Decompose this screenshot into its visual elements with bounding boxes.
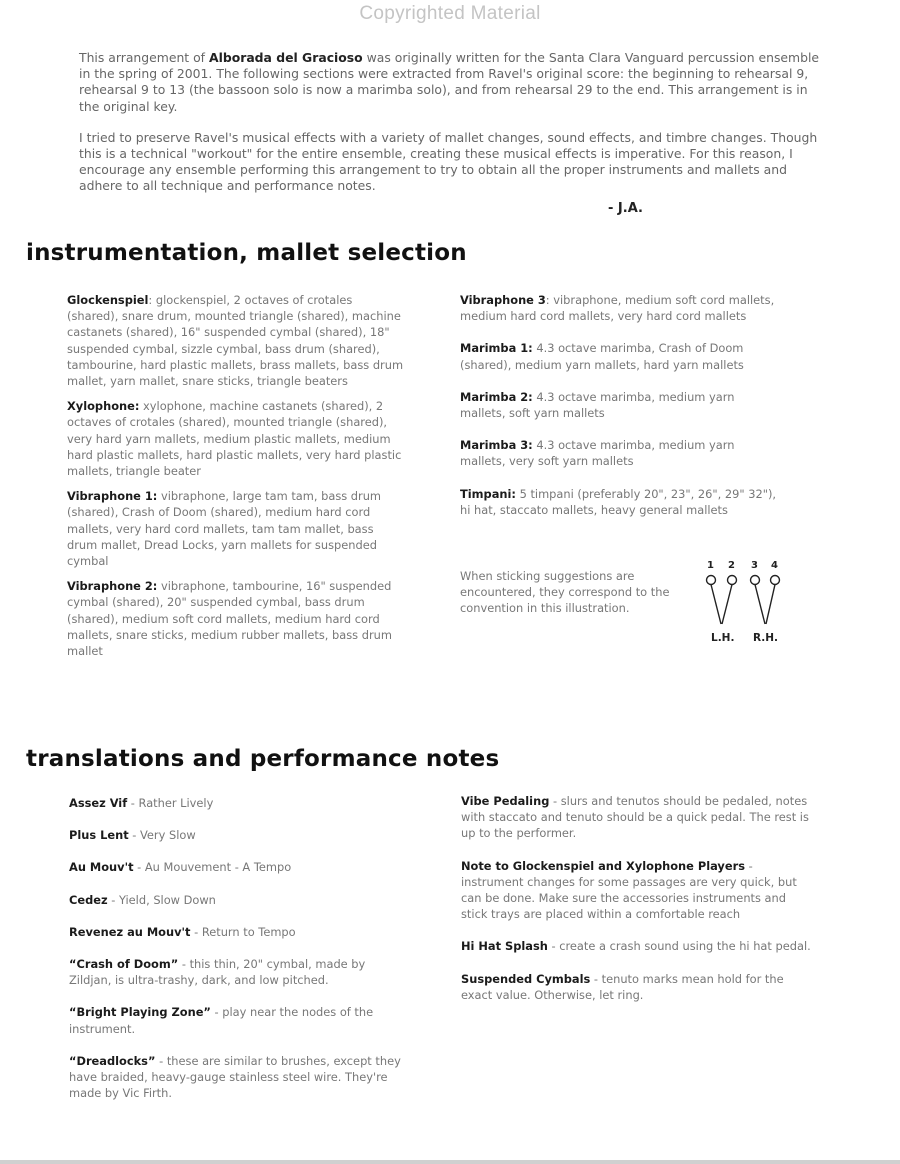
left-hand-label: L.H. <box>711 632 735 644</box>
instrument-entry: Vibraphone 2: vibraphone, tambourine, 16" suspended cymbal (shared), 20" suspended cymbal, bass drum (shared), medium soft cord mallets, medium hard cord mallets, snare sticks, medium rubber mallets, bass drum mallet <box>67 579 392 659</box>
performance-note: Note to Glockenspiel and Xylophone Players - instrument changes for some passages are very quick, but can be done. Make sure the accessories instruments and stick trays are placed within a comfortable reach <box>461 858 797 922</box>
translation-entry: Plus Lent - Very Slow <box>69 828 196 843</box>
translation-entry: “Bright Playing Zone” - play near the nodes of the instrument. <box>69 1005 374 1036</box>
mallet-shaft <box>711 585 721 625</box>
mallet-head-icon <box>707 576 716 585</box>
translation-entry: Assez Vif - Rather Lively <box>69 796 214 810</box>
translations-heading: translations and performance notes <box>26 746 500 772</box>
instrumentation-right-column <box>460 292 780 518</box>
instrument-entry: Vibraphone 3: vibraphone, medium soft cord mallets, medium hard cord mallets, very hard cord mallets <box>460 293 775 324</box>
instrumentation-heading: instrumentation, mallet selection <box>26 240 467 266</box>
translation-entry: “Crash of Doom” - this thin, 20" cymbal, made by Zildjan, is ultra-trashy, dark, and low pitched. <box>69 957 366 988</box>
translations-left-column <box>69 795 409 1101</box>
mallet-shaft <box>766 585 775 625</box>
instrument-entry: Marimba 2: 4.3 octave marimba, medium yarn mallets, soft yarn mallets <box>460 389 735 421</box>
instrument-entry: Glockenspiel: glockenspiel, 2 octaves of crotales (shared), snare drum, mounted triangle (shared), machine castanets (shared), 16" suspended cymbal (shared), 18" suspended cymbal, sizzle cymbal, bass drum (shared), tambourine, hard plastic mallets, brass mallets, bass drum mallet, yarn mallet, snare sticks, triangle beaters <box>67 293 404 389</box>
instrument-entry: Vibraphone 1: vibraphone, large tam tam, bass drum (shared), Crash of Doom (shared), medium hard cord mallets, very hard cord mallets, tam tam mallet, bass drum mallet, Dread Locks, yarn mallets for suspended cymbal <box>67 489 382 569</box>
sticking-illustration <box>700 560 790 650</box>
author-signature: - J.A. <box>608 201 643 216</box>
mallet-shaft <box>722 585 732 625</box>
instrument-entry: Marimba 1: 4.3 octave marimba, Crash of Doom (shared), medium yarn mallets, hard yarn mallets <box>460 341 744 372</box>
translations-right-column <box>461 793 811 1003</box>
sticking-note: When sticking suggestions are encountered, they correspond to the convention in this illustration. <box>460 569 670 616</box>
page-bottom-divider <box>0 1160 900 1164</box>
intro-text <box>79 50 824 210</box>
mallet-number: 1 <box>707 560 714 571</box>
instrument-entry: Marimba 3: 4.3 octave marimba, medium yarn mallets, very soft yarn mallets <box>460 438 735 469</box>
instrumentation-left-column <box>67 292 407 659</box>
mallet-head-icon <box>751 576 760 585</box>
mallet-head-icon <box>771 576 780 585</box>
translation-entry: Revenez au Mouv't - Return to Tempo <box>69 924 296 939</box>
translation-entry: Cedez - Yield, Slow Down <box>69 892 216 907</box>
copyright-watermark: Copyrighted Material <box>359 3 541 24</box>
mallet-number: 2 <box>728 560 735 571</box>
translation-entry: “Dreadlocks” - these are similar to brushes, except they have braided, heavy-gauge stainless steel wire. They're made by Vic Firth. <box>69 1053 401 1101</box>
performance-note: Suspended Cymbals - tenuto marks mean hold for the exact value. Otherwise, let ring. <box>461 971 784 1002</box>
performance-note: Vibe Pedaling - slurs and tenutos should be pedaled, notes with staccato and tenuto should be a quick pedal. The rest is up to the performer. <box>461 794 809 841</box>
instrument-entry: Timpani: 5 timpani (preferably 20", 23", 26", 29" 32"), hi hat, staccato mallets, heavy general mallets <box>460 486 777 517</box>
right-hand-label: R.H. <box>753 632 779 644</box>
intro-paragraph-1: This arrangement of Alborada del Gracioso was originally written for the Santa Clara Vanguard percussion ensemble in the spring of 2001. The following sections were extracted from Ravel's original score: the beginning to rehearsal 9, rehearsal 9 to 13 (the bassoon solo is now a marimba solo), and from rehearsal 29 to the end. This arrangement is in the original key. <box>79 50 820 114</box>
mallet-number: 4 <box>771 560 778 571</box>
performance-note: Hi Hat Splash - create a crash sound using the hi hat pedal. <box>461 939 811 954</box>
intro-paragraph-2: I tried to preserve Ravel's musical effects with a variety of mallet changes, sound effects, and timbre changes. Though this is a technical "workout" for the entire ensemble, creating these musical effects is imperative. For this reason, I encourage any ensemble performing this arrangement to try to obtain all the proper instruments and mallets and adhere to all technique and performance notes. <box>79 129 818 194</box>
instrument-entry: Xylophone: xylophone, machine castanets (shared), 2 octaves of crotales (shared), mounted triangle (shared), very hard yarn mallets, medium plastic mallets, medium hard plastic mallets, hard plastic mallets, very hard plastic mallets, triangle beater <box>67 399 402 479</box>
translation-entry: Au Mouv't - Au Mouvement - A Tempo <box>69 860 292 875</box>
piece-title: Alborada del Gracioso <box>208 50 363 65</box>
mallet-number: 3 <box>751 560 758 571</box>
mallet-head-icon <box>728 576 737 585</box>
mallet-shaft <box>755 585 765 625</box>
